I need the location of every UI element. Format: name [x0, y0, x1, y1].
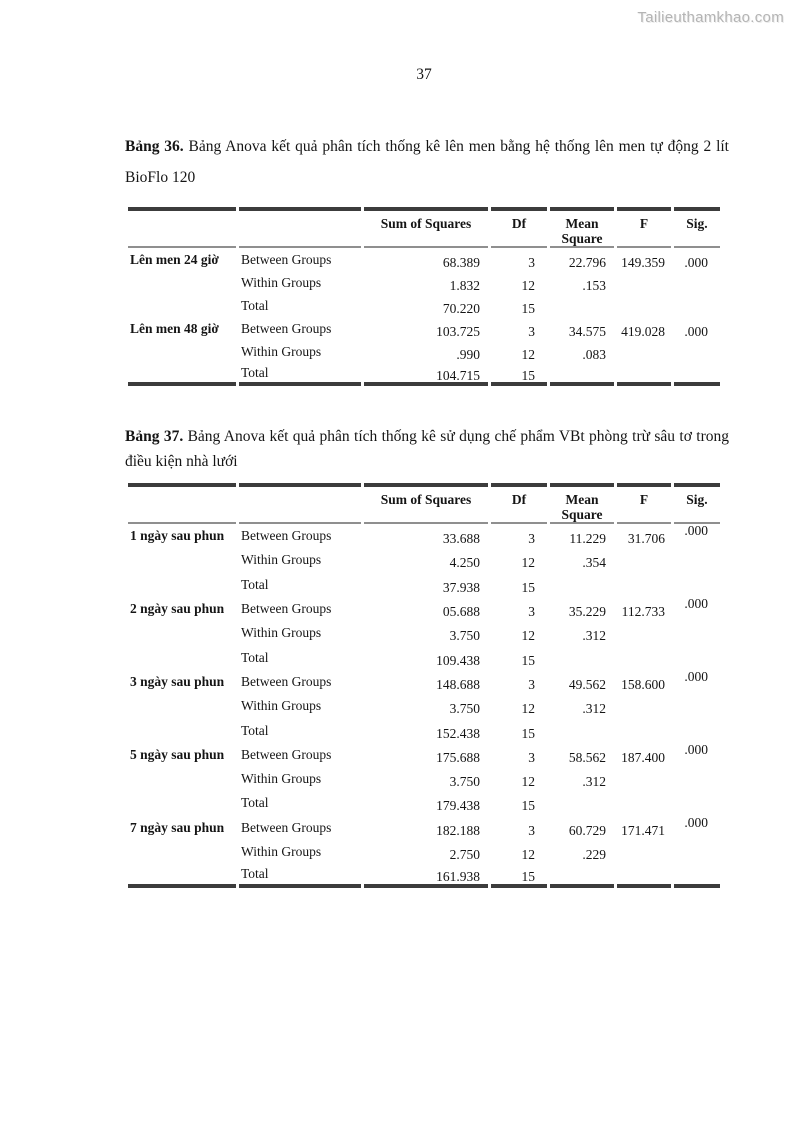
- row-group-label: Lên men 48 giờ: [130, 320, 219, 336]
- mean-square-value: 34.575: [568, 323, 606, 339]
- table-row: [128, 621, 720, 645]
- sum-of-squares-value: 3.750: [449, 701, 480, 717]
- mean-square-value: .229: [582, 847, 606, 862]
- mean-square-value: .083: [582, 346, 606, 362]
- table-row: [128, 645, 720, 669]
- sum-of-squares-value: 3.750: [449, 774, 480, 790]
- row-source-label: Total: [241, 649, 269, 665]
- row-group-label: [128, 271, 236, 294]
- mean-square-value: [550, 791, 614, 815]
- df-value: 15: [521, 725, 535, 741]
- header-f: F: [617, 207, 671, 248]
- df-value: 12: [521, 701, 535, 717]
- row-group-label: 3 ngày sau phun: [130, 673, 225, 689]
- header-cell-empty: [128, 483, 236, 524]
- row-group-label: [128, 864, 236, 888]
- mean-square-value: 11.229: [569, 531, 606, 547]
- row-source-label: Total: [239, 363, 361, 386]
- f-value: [617, 363, 671, 386]
- table-row: [128, 816, 720, 840]
- mean-square-value: .312: [582, 701, 606, 717]
- sig-value: [674, 864, 720, 888]
- row-source-label: Within Groups: [241, 625, 322, 641]
- sum-of-squares-value: 103.725: [436, 323, 480, 339]
- df-value: 12: [521, 847, 535, 862]
- header-sig: Sig.: [674, 207, 720, 248]
- sig-value: .000: [684, 669, 708, 684]
- mean-square-value: [550, 573, 614, 597]
- sum-of-squares-value: 05.688: [442, 604, 480, 620]
- table-row: [128, 271, 720, 294]
- sig-value: .000: [684, 815, 708, 830]
- sum-of-squares-value: 179.438: [436, 798, 480, 814]
- mean-square-value: 22.796: [568, 254, 606, 270]
- row-source-label: Within Groups: [241, 771, 322, 787]
- sum-of-squares-value: 37.938: [442, 579, 480, 595]
- sig-value: [674, 340, 720, 363]
- mean-square-value: .153: [582, 277, 606, 293]
- row-group-label: 1 ngày sau phun: [130, 528, 225, 544]
- row-group-label: 2 ngày sau phun: [130, 601, 225, 617]
- f-value: [617, 767, 671, 791]
- f-value: [617, 864, 671, 888]
- row-group-label: 5 ngày sau phun: [130, 746, 225, 762]
- df-value: 15: [521, 579, 535, 595]
- header-cell-empty: [239, 483, 361, 524]
- sig-value: [674, 363, 720, 386]
- sig-value: [674, 767, 720, 791]
- row-group-label: [128, 573, 236, 597]
- row-group-label: [128, 340, 236, 363]
- row-group-label: [128, 791, 236, 815]
- table-row: [128, 363, 720, 386]
- f-value: [617, 548, 671, 572]
- df-value: 15: [521, 300, 535, 316]
- row-source-label: Total: [241, 795, 269, 811]
- anova-table-36: [125, 207, 723, 386]
- sig-value: [674, 573, 720, 597]
- sig-value: [674, 548, 720, 572]
- f-value: [617, 718, 671, 742]
- sig-value: .000: [684, 323, 708, 339]
- table-row: [128, 670, 720, 694]
- header-row: [128, 207, 720, 248]
- sig-value: [674, 694, 720, 718]
- table-row: [128, 694, 720, 718]
- table-row: [128, 767, 720, 791]
- header-cell-empty: [239, 207, 361, 248]
- sig-value: [674, 271, 720, 294]
- header-f: F: [617, 483, 671, 524]
- df-value: 3: [528, 531, 535, 547]
- mean-square-value: .312: [582, 774, 606, 790]
- sum-of-squares-value: 2.750: [449, 847, 480, 862]
- sum-of-squares-value: 109.438: [436, 652, 480, 668]
- row-source-label: Between Groups: [241, 819, 332, 835]
- f-value: 149.359: [621, 254, 665, 270]
- sig-value: [674, 791, 720, 815]
- mean-square-value: [550, 645, 614, 669]
- sum-of-squares-value: 148.688: [436, 676, 480, 692]
- sum-of-squares-value: 70.220: [442, 300, 480, 316]
- row-source-label: Total: [241, 576, 269, 592]
- f-value: 158.600: [621, 676, 665, 692]
- row-group-label: [128, 548, 236, 572]
- f-value: 112.733: [621, 604, 665, 620]
- row-group-label: [128, 363, 236, 386]
- table37-body: [128, 524, 720, 888]
- sig-value: [674, 840, 720, 864]
- page-number: 37: [416, 66, 432, 83]
- row-source-label: Total: [241, 722, 269, 738]
- row-source-label: Between Groups: [241, 673, 332, 689]
- mean-square-value: 58.562: [568, 749, 606, 765]
- row-group-label: [128, 294, 236, 317]
- header-df: Df: [491, 207, 547, 248]
- table36-caption-text: Bảng Anova kết quả phân tích thống kê lên men bằng hệ thống lên men tự động 2 lít BioFlo 120: [125, 138, 729, 186]
- df-value: 12: [521, 346, 535, 362]
- row-group-label: Lên men 24 giờ: [130, 251, 219, 267]
- df-value: 12: [521, 277, 535, 293]
- table-row: [128, 743, 720, 767]
- table-row: [128, 524, 720, 548]
- sum-of-squares-value: 161.938: [364, 864, 488, 888]
- f-value: [617, 694, 671, 718]
- sig-value: .000: [684, 596, 708, 612]
- table-row: [128, 864, 720, 888]
- table36-header: [128, 207, 720, 248]
- df-value: 12: [521, 774, 535, 790]
- row-group-label: [128, 840, 236, 864]
- df-value: 15: [521, 798, 535, 814]
- sum-of-squares-value: .990: [456, 346, 480, 362]
- header-sig: Sig.: [674, 483, 720, 524]
- sum-of-squares-value: 68.389: [442, 254, 480, 270]
- f-value: [617, 573, 671, 597]
- table-row: [128, 597, 720, 621]
- row-source-label: Total: [239, 864, 361, 888]
- row-source-label: Within Groups: [241, 552, 322, 568]
- f-value: [617, 840, 671, 864]
- sum-of-squares-value: 152.438: [436, 725, 480, 741]
- sig-value: .000: [684, 254, 708, 270]
- sig-value: .000: [684, 524, 708, 539]
- f-value: [617, 271, 671, 294]
- mean-square-value: [550, 718, 614, 742]
- row-source-label: Within Groups: [241, 698, 322, 714]
- table-row: [128, 548, 720, 572]
- row-group-label: [128, 767, 236, 791]
- sum-of-squares-value: 33.688: [442, 531, 480, 547]
- mean-square-value: [550, 864, 614, 888]
- sig-value: [674, 718, 720, 742]
- table-row: [128, 294, 720, 317]
- f-value: [617, 294, 671, 317]
- sig-value: [674, 645, 720, 669]
- table-row: [128, 340, 720, 363]
- f-value: 187.400: [621, 749, 665, 765]
- df-value: 12: [521, 555, 535, 571]
- row-group-label: 7 ngày sau phun: [130, 819, 225, 835]
- table-row: [128, 840, 720, 864]
- df-value: 3: [528, 749, 535, 765]
- table36-caption: [125, 131, 729, 193]
- header-df: Df: [491, 483, 547, 524]
- table37-caption: [125, 424, 729, 474]
- row-source-label: Within Groups: [241, 274, 322, 290]
- f-value: 419.028: [621, 323, 665, 339]
- header-cell-empty: [128, 207, 236, 248]
- mean-square-value: 49.562: [568, 676, 606, 692]
- sig-value: [674, 294, 720, 317]
- sig-value: [674, 621, 720, 645]
- sum-of-squares-value: 3.750: [449, 628, 480, 644]
- mean-square-value: 35.229: [568, 604, 606, 620]
- header-row: [128, 483, 720, 524]
- header-mean-square: Mean Square: [550, 483, 614, 524]
- sig-value: .000: [684, 742, 708, 757]
- df-value: 15: [491, 363, 547, 386]
- mean-square-value: 60.729: [568, 822, 606, 838]
- df-value: 3: [528, 254, 535, 270]
- row-source-label: Total: [241, 297, 269, 313]
- f-value: 31.706: [627, 531, 665, 547]
- table36-body: [128, 248, 720, 386]
- f-value: [617, 621, 671, 645]
- mean-square-value: .312: [582, 628, 606, 644]
- anova-table-37: [125, 483, 723, 888]
- row-group-label: [128, 645, 236, 669]
- row-source-label: Between Groups: [241, 746, 332, 762]
- table-row: [128, 248, 720, 271]
- row-group-label: [128, 718, 236, 742]
- df-value: 15: [491, 864, 547, 888]
- sum-of-squares-value: 104.715: [364, 363, 488, 386]
- table37-caption-label: Bảng 37.: [125, 428, 184, 445]
- table37-caption-text: Bảng Anova kết quả phân tích thống kê sử dụng chế phẩm VBt phòng trừ sâu tơ trong điều kiện nhà lưới: [125, 428, 729, 470]
- header-sum-of-squares: Sum of Squares: [364, 483, 488, 524]
- df-value: 3: [528, 604, 535, 620]
- sum-of-squares-value: 182.188: [436, 822, 480, 838]
- header-mean-square: Mean Square: [550, 207, 614, 248]
- row-source-label: Within Groups: [241, 844, 322, 859]
- row-source-label: Between Groups: [241, 320, 332, 336]
- row-group-label: [128, 621, 236, 645]
- table-row: [128, 791, 720, 815]
- sum-of-squares-value: 175.688: [436, 749, 480, 765]
- df-value: 3: [528, 822, 535, 838]
- df-value: 3: [528, 676, 535, 692]
- sum-of-squares-value: 1.832: [449, 277, 480, 293]
- f-value: [617, 645, 671, 669]
- sum-of-squares-value: 4.250: [449, 555, 480, 571]
- row-source-label: Between Groups: [241, 528, 332, 544]
- header-sum-of-squares: Sum of Squares: [364, 207, 488, 248]
- df-value: 3: [528, 323, 535, 339]
- df-value: 15: [521, 652, 535, 668]
- f-value: 171.471: [621, 822, 665, 838]
- mean-square-value: [550, 294, 614, 317]
- table36-caption-label: Bảng 36.: [125, 138, 184, 155]
- row-group-label: [128, 694, 236, 718]
- mean-square-value: .354: [582, 555, 606, 571]
- f-value: [617, 791, 671, 815]
- row-source-label: Within Groups: [241, 343, 322, 359]
- table37-header: [128, 483, 720, 524]
- f-value: [617, 340, 671, 363]
- row-source-label: Between Groups: [241, 251, 332, 267]
- table-row: [128, 573, 720, 597]
- row-source-label: Between Groups: [241, 601, 332, 617]
- table-row: [128, 317, 720, 340]
- table-row: [128, 718, 720, 742]
- mean-square-value: [550, 363, 614, 386]
- watermark-text: Tailieuthamkhao.com: [637, 9, 784, 26]
- df-value: 12: [521, 628, 535, 644]
